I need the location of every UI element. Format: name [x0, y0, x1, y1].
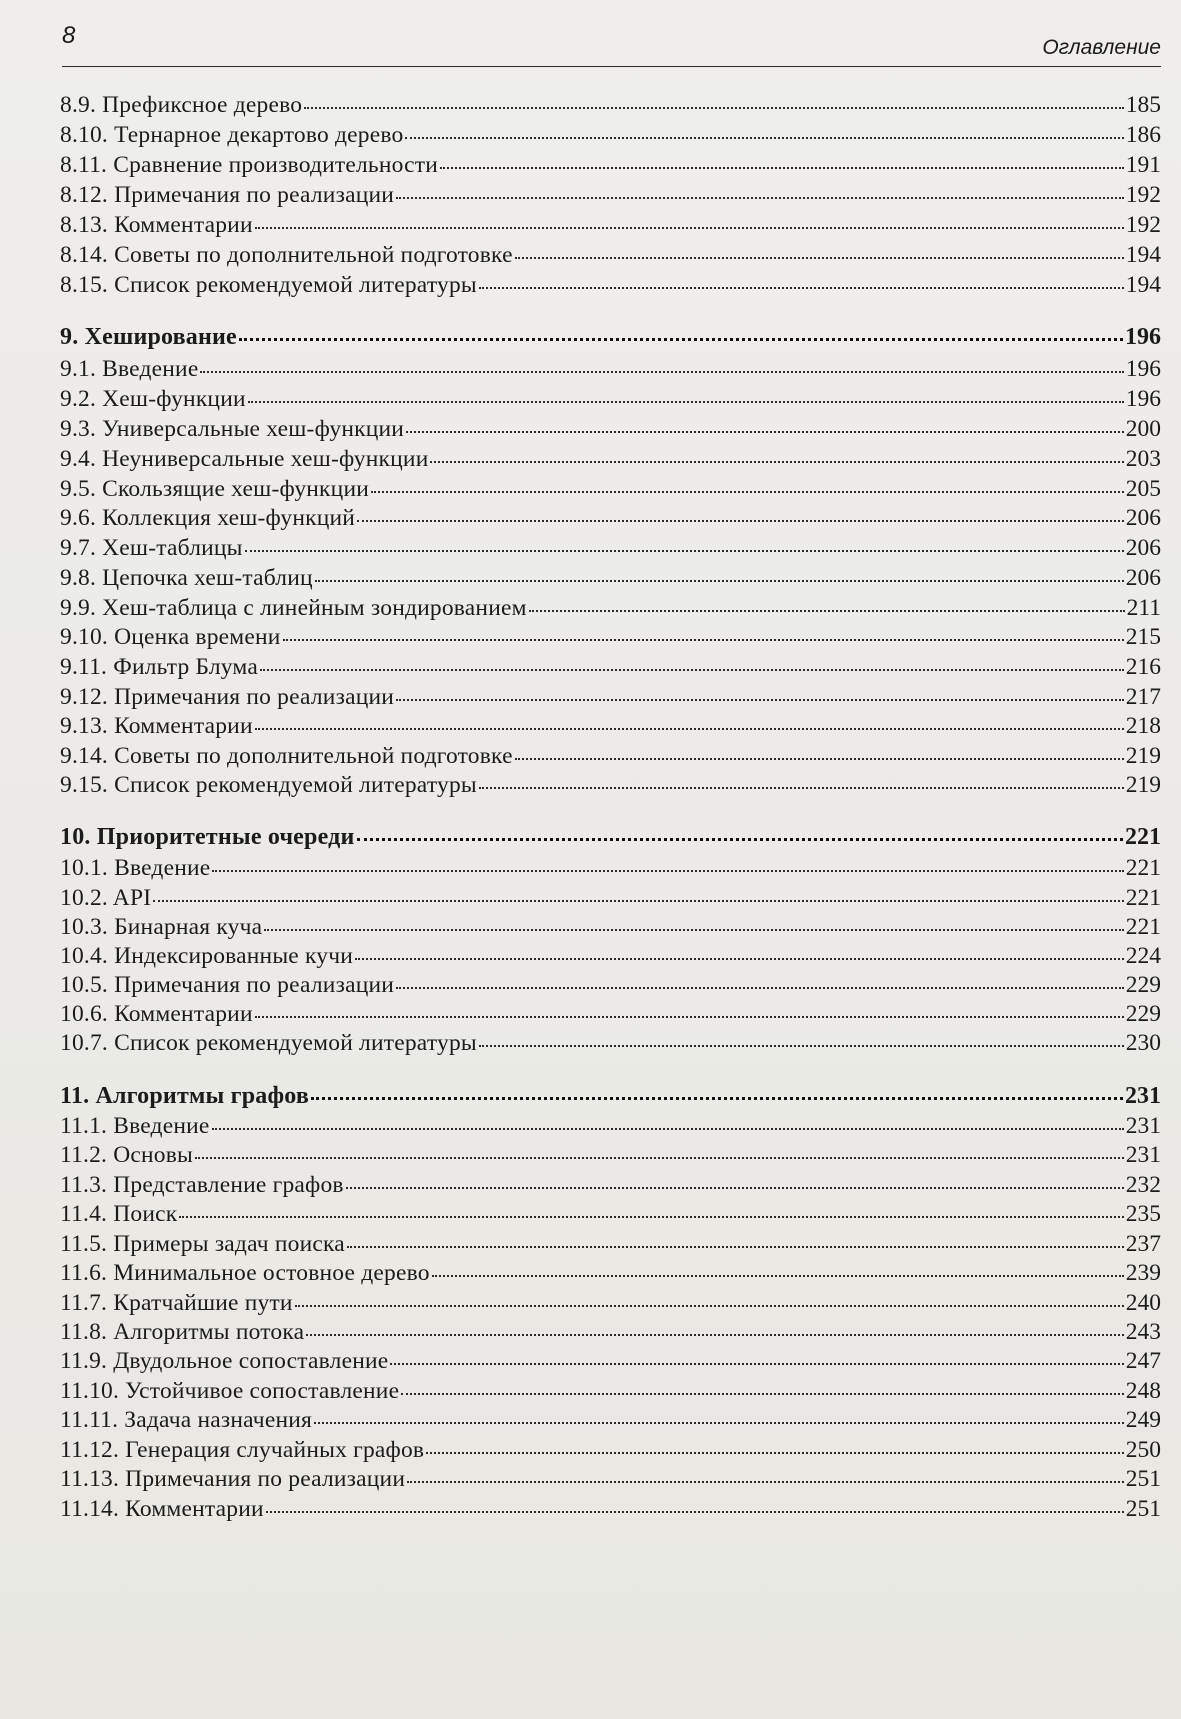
dot-leader [440, 167, 1124, 169]
toc-entry-page: 235 [1125, 1201, 1161, 1227]
dot-leader [396, 197, 1124, 199]
dot-leader [479, 287, 1124, 289]
dot-leader [195, 1157, 1124, 1159]
toc-entry-title: 9.2. Хеш-функции [60, 386, 246, 412]
toc-section-entry [60, 741, 1161, 771]
toc-entry-page: 206 [1125, 535, 1161, 561]
dot-leader [255, 1016, 1124, 1018]
toc-section-entry [60, 533, 1161, 563]
toc-section-entry [60, 1140, 1161, 1170]
dot-leader [266, 1511, 1124, 1513]
dot-leader [153, 900, 1124, 902]
toc-entry-title: 9.9. Хеш-таблица с линейным зондированием [60, 595, 527, 621]
toc-section-entry [60, 384, 1161, 414]
toc-section-entry [60, 444, 1161, 474]
dot-leader [426, 1452, 1124, 1454]
dot-leader [405, 137, 1123, 139]
dot-leader [239, 338, 1123, 341]
toc-chapter-entry [60, 822, 1161, 852]
dot-leader [479, 1045, 1124, 1047]
toc-entry-page: 206 [1125, 565, 1161, 591]
toc-section-entry [60, 180, 1161, 210]
toc-entry-page: 192 [1125, 212, 1161, 238]
toc-section-entry [60, 999, 1161, 1029]
toc-entry-title: 8.11. Сравнение производительности [60, 152, 439, 178]
toc-entry-title: 8.13. Комментарии [60, 212, 253, 238]
toc-section-entry [60, 711, 1161, 741]
toc-entry-title: 11.4. Поиск [60, 1201, 178, 1227]
toc-section-entry [60, 474, 1161, 504]
toc-entry-page: 203 [1125, 446, 1161, 472]
toc-section-entry [60, 1435, 1161, 1465]
toc-section-entry [60, 1288, 1161, 1318]
toc-entry-page: 217 [1125, 684, 1161, 710]
toc-entry-title: 11.3. Представление графов [60, 1172, 344, 1198]
toc-entry-page: 231 [1125, 1083, 1161, 1109]
toc-entry-title: 9.10. Оценка времени [60, 624, 281, 650]
dot-leader [396, 987, 1124, 989]
toc-entry-page: 196 [1125, 324, 1161, 350]
toc-entry-title: 9.6. Коллекция хеш-функций [60, 505, 356, 531]
toc-entry-title: 9.4. Неуниверсальные хеш-функции [60, 446, 429, 472]
dot-leader [295, 1305, 1124, 1307]
dot-leader [179, 1216, 1123, 1218]
toc-section-entry [60, 970, 1161, 1000]
toc-entry-page: 247 [1125, 1348, 1161, 1374]
toc-section-entry [60, 853, 1161, 883]
dot-leader [390, 1363, 1123, 1365]
dot-leader [396, 699, 1124, 701]
dot-leader [357, 838, 1124, 841]
toc-entry-page: 251 [1125, 1496, 1161, 1522]
toc-section-entry [60, 1111, 1161, 1141]
toc-entry-page: 243 [1125, 1319, 1161, 1345]
dot-leader [283, 639, 1124, 641]
dot-leader [311, 1097, 1123, 1100]
toc-entry-title: 9.8. Цепочка хеш-таблиц [60, 565, 313, 591]
toc-section-entry [60, 1376, 1161, 1406]
toc-entry-title: 9.1. Введение [60, 356, 199, 382]
toc-entry-page: 231 [1125, 1113, 1161, 1139]
toc-section-entry [60, 1494, 1161, 1524]
dot-leader [306, 1334, 1123, 1336]
toc-section-entry [60, 240, 1161, 270]
dot-leader [255, 227, 1124, 229]
toc-entry-title: 9.7. Хеш-таблицы [60, 535, 243, 561]
toc-entry-title: 8.9. Префиксное дерево [60, 92, 303, 118]
toc-section-entry [60, 1258, 1161, 1288]
dot-leader [479, 787, 1124, 789]
dot-leader [315, 580, 1124, 582]
toc-entry-page: 249 [1125, 1407, 1161, 1433]
toc-entry-title: 9.5. Скользящие хеш-функции [60, 476, 370, 502]
toc-entry-title: 10.7. Список рекомендуемой литературы [60, 1030, 477, 1056]
toc-entry-title: 9.11. Фильтр Блума [60, 654, 258, 680]
running-head: Оглавление [1042, 36, 1161, 59]
toc-entry-page: 192 [1125, 182, 1161, 208]
toc-entry-page: 194 [1125, 242, 1161, 268]
toc-entry-title: 9. Хеширование [60, 324, 237, 350]
toc-entry-page: 230 [1125, 1030, 1161, 1056]
toc-section-entry [60, 1405, 1161, 1435]
toc-chapter-entry [60, 322, 1161, 352]
toc-entry-page: 200 [1125, 416, 1161, 442]
toc-entry-page: 237 [1125, 1231, 1161, 1257]
toc-entry-page: 211 [1126, 595, 1161, 621]
toc-entry-title: 10.1. Введение [60, 855, 211, 881]
toc-entry-title: 11.7. Кратчайшие пути [60, 1290, 293, 1316]
toc-entry-title: 11. Алгоритмы графов [60, 1083, 310, 1109]
dot-leader [347, 1246, 1124, 1248]
toc-section-entry [60, 593, 1161, 623]
dot-leader [260, 669, 1124, 671]
toc-entry-title: 11.6. Минимальное остовное дерево [60, 1260, 430, 1286]
toc-entry-title: 9.13. Комментарии [60, 713, 253, 739]
toc-section-entry [60, 1229, 1161, 1259]
toc-section-entry [60, 652, 1161, 682]
toc-entry-title: 11.12. Генерация случайных графов [60, 1437, 425, 1463]
toc-entry-page: 216 [1125, 654, 1161, 680]
toc-entry-page: 194 [1125, 272, 1161, 298]
toc-entry-title: 10.3. Бинарная куча [60, 914, 263, 940]
toc-entry-page: 251 [1125, 1466, 1161, 1492]
dot-leader [346, 1187, 1124, 1189]
dot-leader [430, 461, 1123, 463]
toc-chapter-entry [60, 1081, 1161, 1111]
toc-section-entry [60, 210, 1161, 240]
dot-leader [248, 401, 1124, 403]
toc-entry-title: 8.12. Примечания по реализации [60, 182, 395, 208]
toc-entry-page: 229 [1125, 1001, 1161, 1027]
toc-section-entry [60, 682, 1161, 712]
toc-entry-page: 221 [1125, 885, 1161, 911]
toc-entry-page: 221 [1125, 824, 1161, 850]
dot-leader [432, 1275, 1124, 1277]
toc-entry-page: 239 [1125, 1260, 1161, 1286]
dot-leader [406, 431, 1124, 433]
dot-leader [515, 257, 1124, 259]
dot-leader [371, 491, 1124, 493]
dot-leader [212, 1128, 1124, 1130]
toc-entry-title: 11.13. Примечания по реализации [60, 1466, 406, 1492]
toc-section-entry [60, 1199, 1161, 1229]
toc-entry-page: 240 [1125, 1290, 1161, 1316]
toc-entry-title: 10.4. Индексированные кучи [60, 943, 354, 969]
toc-entry-page: 218 [1125, 713, 1161, 739]
toc-section-entry [60, 941, 1161, 971]
toc-section-entry [60, 1317, 1161, 1347]
dot-leader [401, 1393, 1124, 1395]
toc-entry-title: 11.14. Комментарии [60, 1496, 264, 1522]
toc-entry-page: 219 [1125, 743, 1161, 769]
toc-entry-page: 250 [1125, 1437, 1161, 1463]
toc-entry-title: 9.3. Универсальные хеш-функции [60, 416, 405, 442]
dot-leader [355, 958, 1124, 960]
toc-entry-title: 10.6. Комментарии [60, 1001, 253, 1027]
toc-entry-page: 196 [1125, 356, 1161, 382]
toc-entry-title: 11.11. Задача назначения [60, 1407, 313, 1433]
toc-entry-title: 11.1. Введение [60, 1113, 210, 1139]
toc-entry-page: 186 [1125, 122, 1161, 148]
toc-section-entry [60, 770, 1161, 800]
dot-leader [407, 1481, 1124, 1483]
toc-entry-page: 196 [1125, 386, 1161, 412]
toc-entry-page: 205 [1125, 476, 1161, 502]
toc-entry-title: 9.15. Список рекомендуемой литературы [60, 772, 477, 798]
toc-section-entry [60, 150, 1161, 180]
toc-entry-page: 185 [1125, 92, 1161, 118]
toc-section-entry [60, 912, 1161, 942]
dot-leader [264, 929, 1123, 931]
toc-section-entry [60, 503, 1161, 533]
toc-entry-title: 8.14. Советы по дополнительной подготовке [60, 242, 513, 268]
toc-section-entry [60, 883, 1161, 913]
toc-entry-page: 224 [1125, 943, 1161, 969]
toc-entry-page: 248 [1125, 1378, 1161, 1404]
table-of-contents [60, 0, 1161, 1719]
dot-leader [212, 870, 1123, 872]
toc-entry-title: 11.8. Алгоритмы потока [60, 1319, 305, 1345]
toc-section-entry [60, 354, 1161, 384]
toc-section-entry [60, 120, 1161, 150]
toc-section-entry [60, 622, 1161, 652]
toc-entry-title: 9.14. Советы по дополнительной подготовке [60, 743, 513, 769]
toc-entry-title: 11.9. Двудольное сопоставление [60, 1348, 389, 1374]
toc-section-entry [60, 563, 1161, 593]
dot-leader [245, 550, 1124, 552]
dot-leader [515, 758, 1124, 760]
dot-leader [255, 728, 1124, 730]
toc-entry-page: 206 [1125, 505, 1161, 531]
toc-section-entry [60, 1464, 1161, 1494]
toc-section-entry [60, 90, 1161, 120]
toc-entry-page: 219 [1125, 772, 1161, 798]
toc-section-entry [60, 1346, 1161, 1376]
dot-leader [529, 610, 1125, 612]
toc-entry-title: 10.5. Примечания по реализации [60, 972, 395, 998]
toc-entry-title: 10. Приоритетные очереди [60, 824, 355, 850]
toc-entry-page: 229 [1125, 972, 1161, 998]
toc-entry-page: 231 [1125, 1142, 1161, 1168]
dot-leader [304, 107, 1124, 109]
page-number: 8 [62, 22, 76, 49]
toc-entry-title: 9.12. Примечания по реализации [60, 684, 395, 710]
toc-section-entry [60, 270, 1161, 300]
toc-section-entry [60, 414, 1161, 444]
dot-leader [314, 1422, 1124, 1424]
toc-entry-title: 11.10. Устойчивое сопоставление [60, 1378, 400, 1404]
toc-entry-title: 11.5. Примеры задач поиска [60, 1231, 345, 1257]
toc-entry-title: 8.10. Тернарное декартово дерево [60, 122, 404, 148]
dot-leader [357, 520, 1124, 522]
dot-leader [200, 371, 1123, 373]
toc-entry-title: 8.15. Список рекомендуемой литературы [60, 272, 477, 298]
toc-entry-title: 10.2. API [60, 885, 152, 911]
toc-entry-page: 221 [1125, 914, 1161, 940]
toc-entry-title: 11.2. Основы [60, 1142, 194, 1168]
toc-entry-page: 232 [1125, 1172, 1161, 1198]
toc-section-entry [60, 1170, 1161, 1200]
toc-entry-page: 215 [1125, 624, 1161, 650]
toc-entry-page: 221 [1125, 855, 1161, 881]
toc-entry-page: 191 [1125, 152, 1161, 178]
toc-section-entry [60, 1028, 1161, 1058]
